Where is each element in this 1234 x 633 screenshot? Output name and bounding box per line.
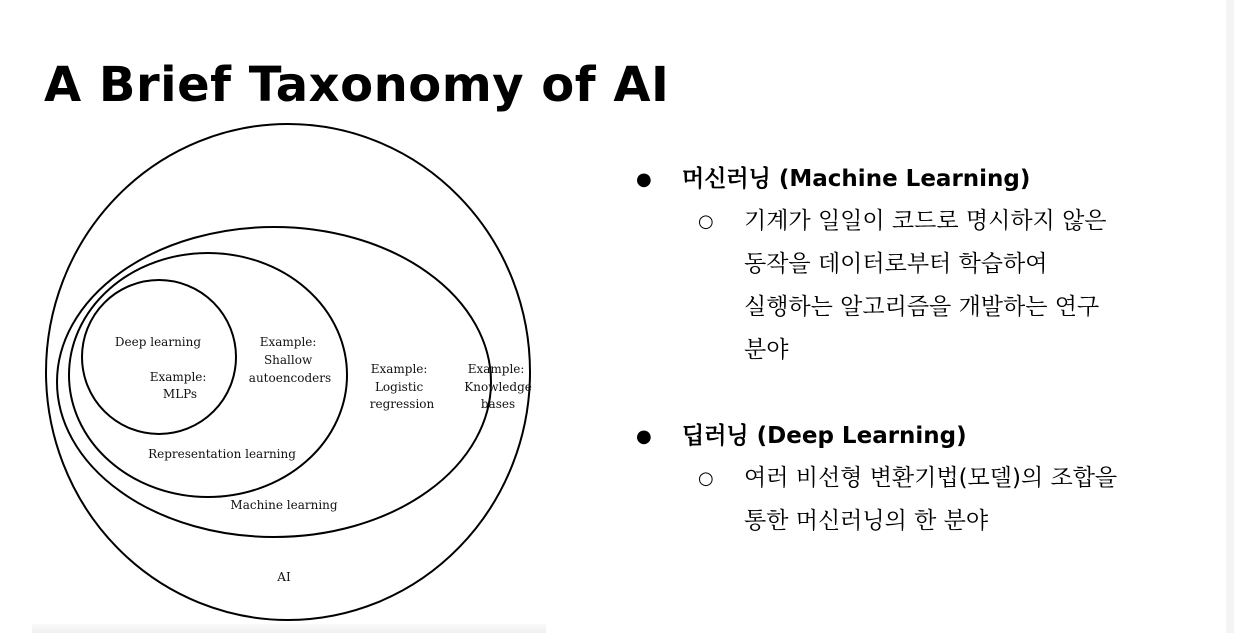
bullet-item-machine-learning	[636, 160, 1226, 372]
deep-learning-circle	[82, 280, 236, 434]
bullet-marker: ●	[636, 426, 652, 447]
sub-bullet	[636, 457, 1226, 543]
logistic-regression-example-label: Example: Logistic regression	[369, 362, 435, 411]
sub-bullet-line: 분야	[744, 337, 789, 363]
ai-label: AI	[277, 570, 291, 584]
sub-bullet-marker: ○	[698, 211, 714, 232]
sub-bullet-marker: ○	[698, 468, 714, 489]
sub-bullet-line: 기계가 일일이 코드로 명시하지 않은	[744, 208, 1107, 234]
bullet-heading: 딥러닝 (Deep Learning)	[682, 423, 967, 449]
sub-bullet-line: 통한 머신러닝의 한 분야	[744, 508, 989, 534]
bullet-item-deep-learning	[636, 417, 1226, 543]
bullet-marker: ●	[636, 169, 652, 190]
sub-bullet-line: 실행하는 알고리즘을 개발하는 연구	[744, 294, 1100, 320]
diagram-bottom-shade	[32, 624, 546, 633]
bullet-head	[636, 160, 1226, 198]
shallow-autoencoders-example-label: Example: Shallow autoencoders	[248, 335, 332, 385]
deep-learning-label: Deep learning	[114, 335, 202, 349]
bullet-heading: 머신러닝 (Machine Learning)	[682, 166, 1031, 192]
slide-title: A Brief Taxonomy of AI	[44, 57, 670, 113]
mlp-example-label: Example: MLPs	[149, 370, 207, 401]
bullet-head	[636, 417, 1226, 455]
sub-bullet-line: 동작을 데이터로부터 학습하여	[744, 251, 1048, 277]
right-edge-strip	[1226, 0, 1234, 633]
machine-learning-label: Machine learning	[230, 498, 338, 512]
taxonomy-diagram	[32, 122, 546, 633]
knowledge-bases-example-label: Example: Knowledge bases	[464, 362, 532, 411]
bullet-spacer	[636, 372, 1226, 417]
representation-learning-label: Representation learning	[148, 447, 296, 461]
bullet-list	[636, 160, 1226, 543]
taxonomy-venn-svg	[32, 122, 546, 633]
sub-bullet-line: 여러 비선형 변환기법(모델)의 조합을	[744, 465, 1118, 491]
sub-bullet	[636, 200, 1226, 372]
